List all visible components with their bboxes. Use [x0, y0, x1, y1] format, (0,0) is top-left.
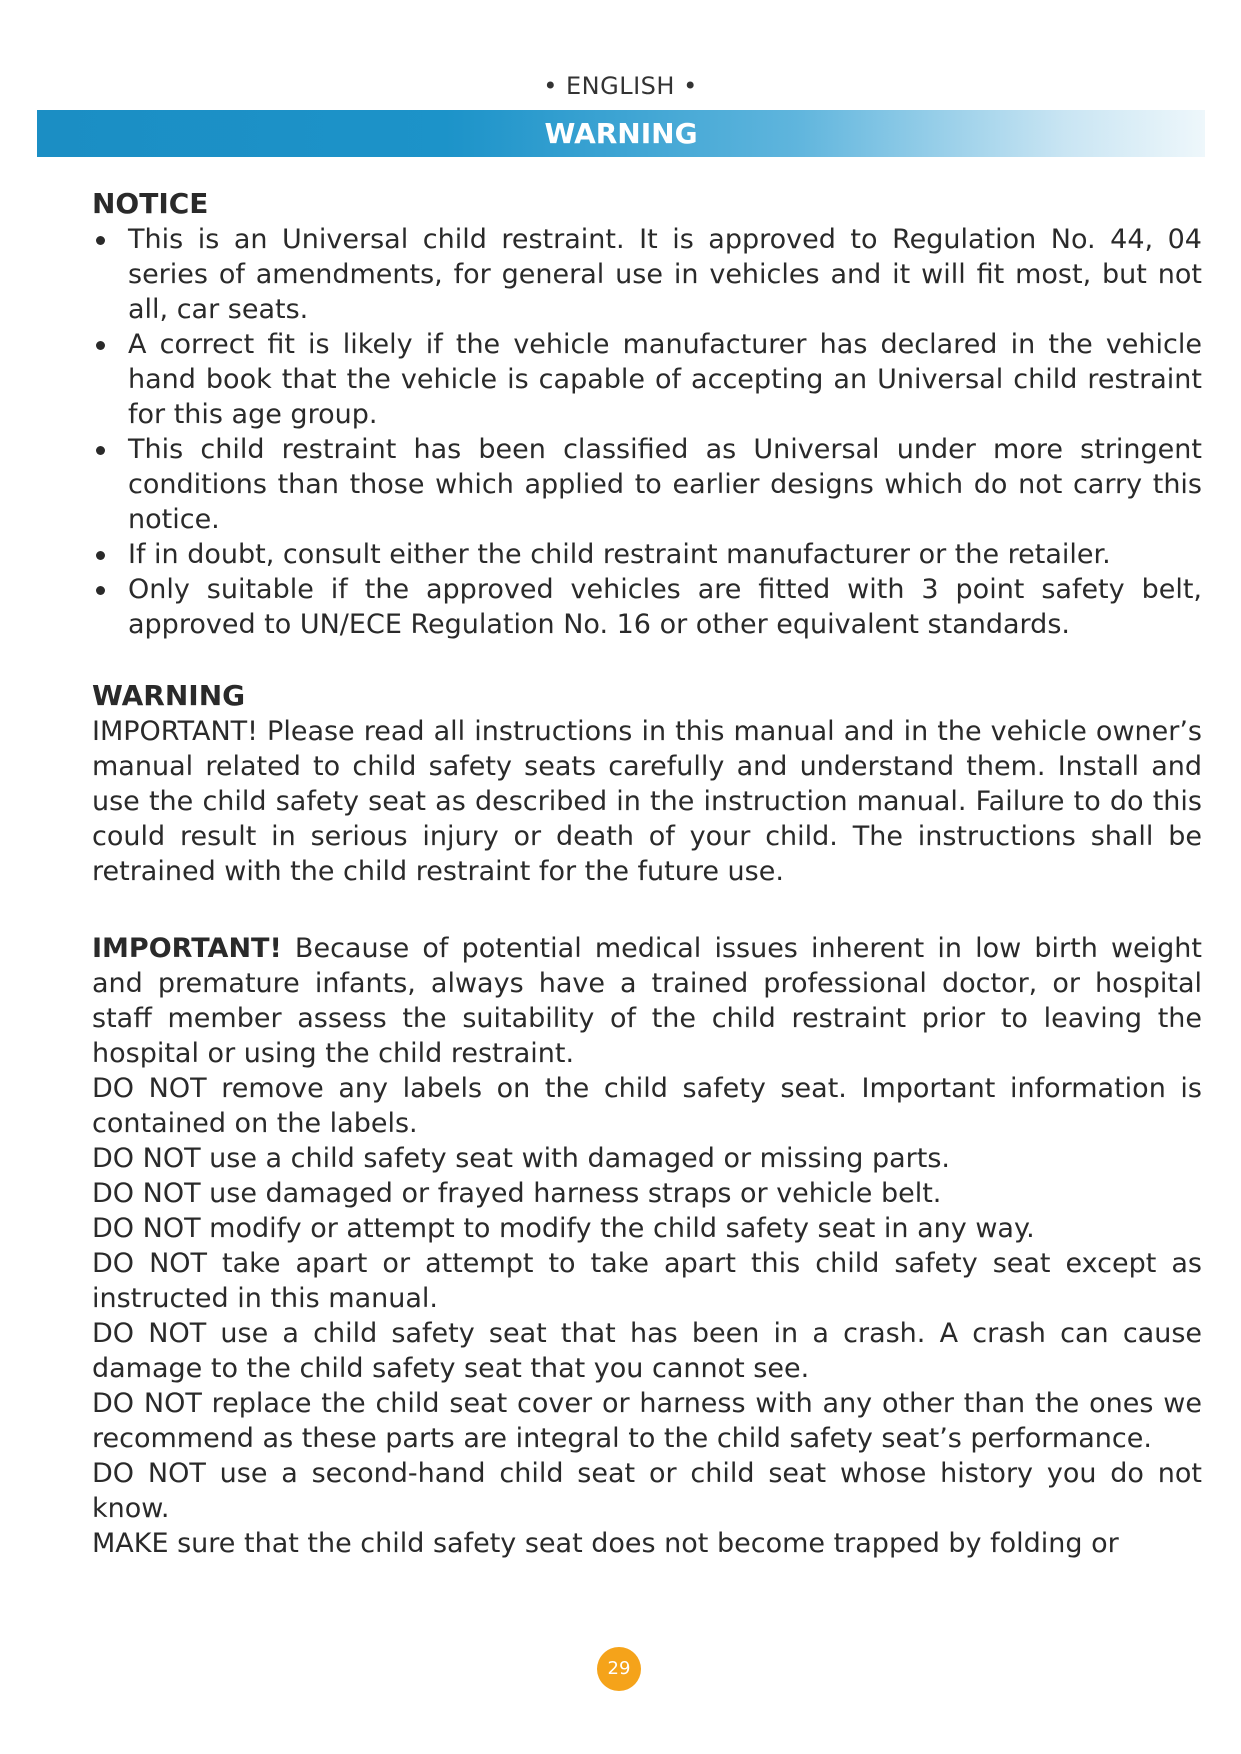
page-content — [92, 186, 1202, 1561]
safety-rule: DO NOT use a second-hand child seat or child seat whose history you do not know. — [92, 1458, 1202, 1524]
safety-rule: DO NOT use damaged or frayed harness straps or vehicle belt. — [92, 1178, 942, 1209]
notice-heading: NOTICE — [92, 187, 209, 220]
language-label: • ENGLISH • — [543, 72, 698, 100]
notice-list — [92, 222, 1202, 642]
warning-heading: WARNING — [92, 679, 246, 712]
notice-item: A correct fit is likely if the vehicle manufacturer has declared in the vehicle hand book that the vehicle is capable of accepting an Universal child restraint for this age group. — [92, 327, 1202, 432]
safety-rule: DO NOT replace the child seat cover or harness with any other than the ones we recommend as these parts are integral to the child safety seat’s performance. — [92, 1388, 1202, 1454]
important-text: Because of potential medical issues inherent in low birth weight and premature infants, always have a trained professional doctor, or hospital staff member assess the suitability of the child restraint prior to leaving the hospital or using the child restraint. — [92, 933, 1202, 1069]
warning-banner: WARNING — [37, 110, 1205, 157]
page-number-badge: 29 — [597, 1647, 641, 1691]
important-label: IMPORTANT! — [92, 933, 282, 964]
safety-rule: DO NOT remove any labels on the child safety seat. Important information is contained on the labels. — [92, 1073, 1202, 1139]
warning-paragraph: IMPORTANT! Please read all instructions in this manual and in the vehicle owner’s manual related to child safety seats carefully and understand them. Install and use the child safety seat as described in the instruction manual. Failure to do this could result in serious injury or death of your child. The instructions shall be retrained with the child restraint for the future use. — [92, 716, 1202, 887]
safety-rule: DO NOT take apart or attempt to take apart this child safety seat except as instructed in this manual. — [92, 1248, 1202, 1314]
notice-item: This child restraint has been classified as Universal under more stringent conditions than those which applied to earlier designs which do not carry this notice. — [92, 432, 1202, 537]
safety-rule: DO NOT modify or attempt to modify the child safety seat in any way. — [92, 1213, 1035, 1244]
notice-item: Only suitable if the approved vehicles are fitted with 3 point safety belt, approved to UN/ECE Regulation No. 16 or other equivalent standards. — [92, 572, 1202, 642]
important-paragraph — [92, 931, 1202, 1071]
safety-rule: DO NOT use a child safety seat with damaged or missing parts. — [92, 1143, 950, 1174]
notice-item: If in doubt, consult either the child restraint manufacturer or the retailer. — [92, 537, 1202, 572]
notice-item: This is an Universal child restraint. It is approved to Regulation No. 44, 04 series of amendments, for general use in vehicles and it will fit most, but not all, car seats. — [92, 222, 1202, 327]
safety-rule: DO NOT use a child safety seat that has been in a crash. A crash can cause damage to the child safety seat that you cannot see. — [92, 1318, 1202, 1384]
safety-rule: MAKE sure that the child safety seat does not become trapped by folding or — [92, 1528, 1119, 1559]
